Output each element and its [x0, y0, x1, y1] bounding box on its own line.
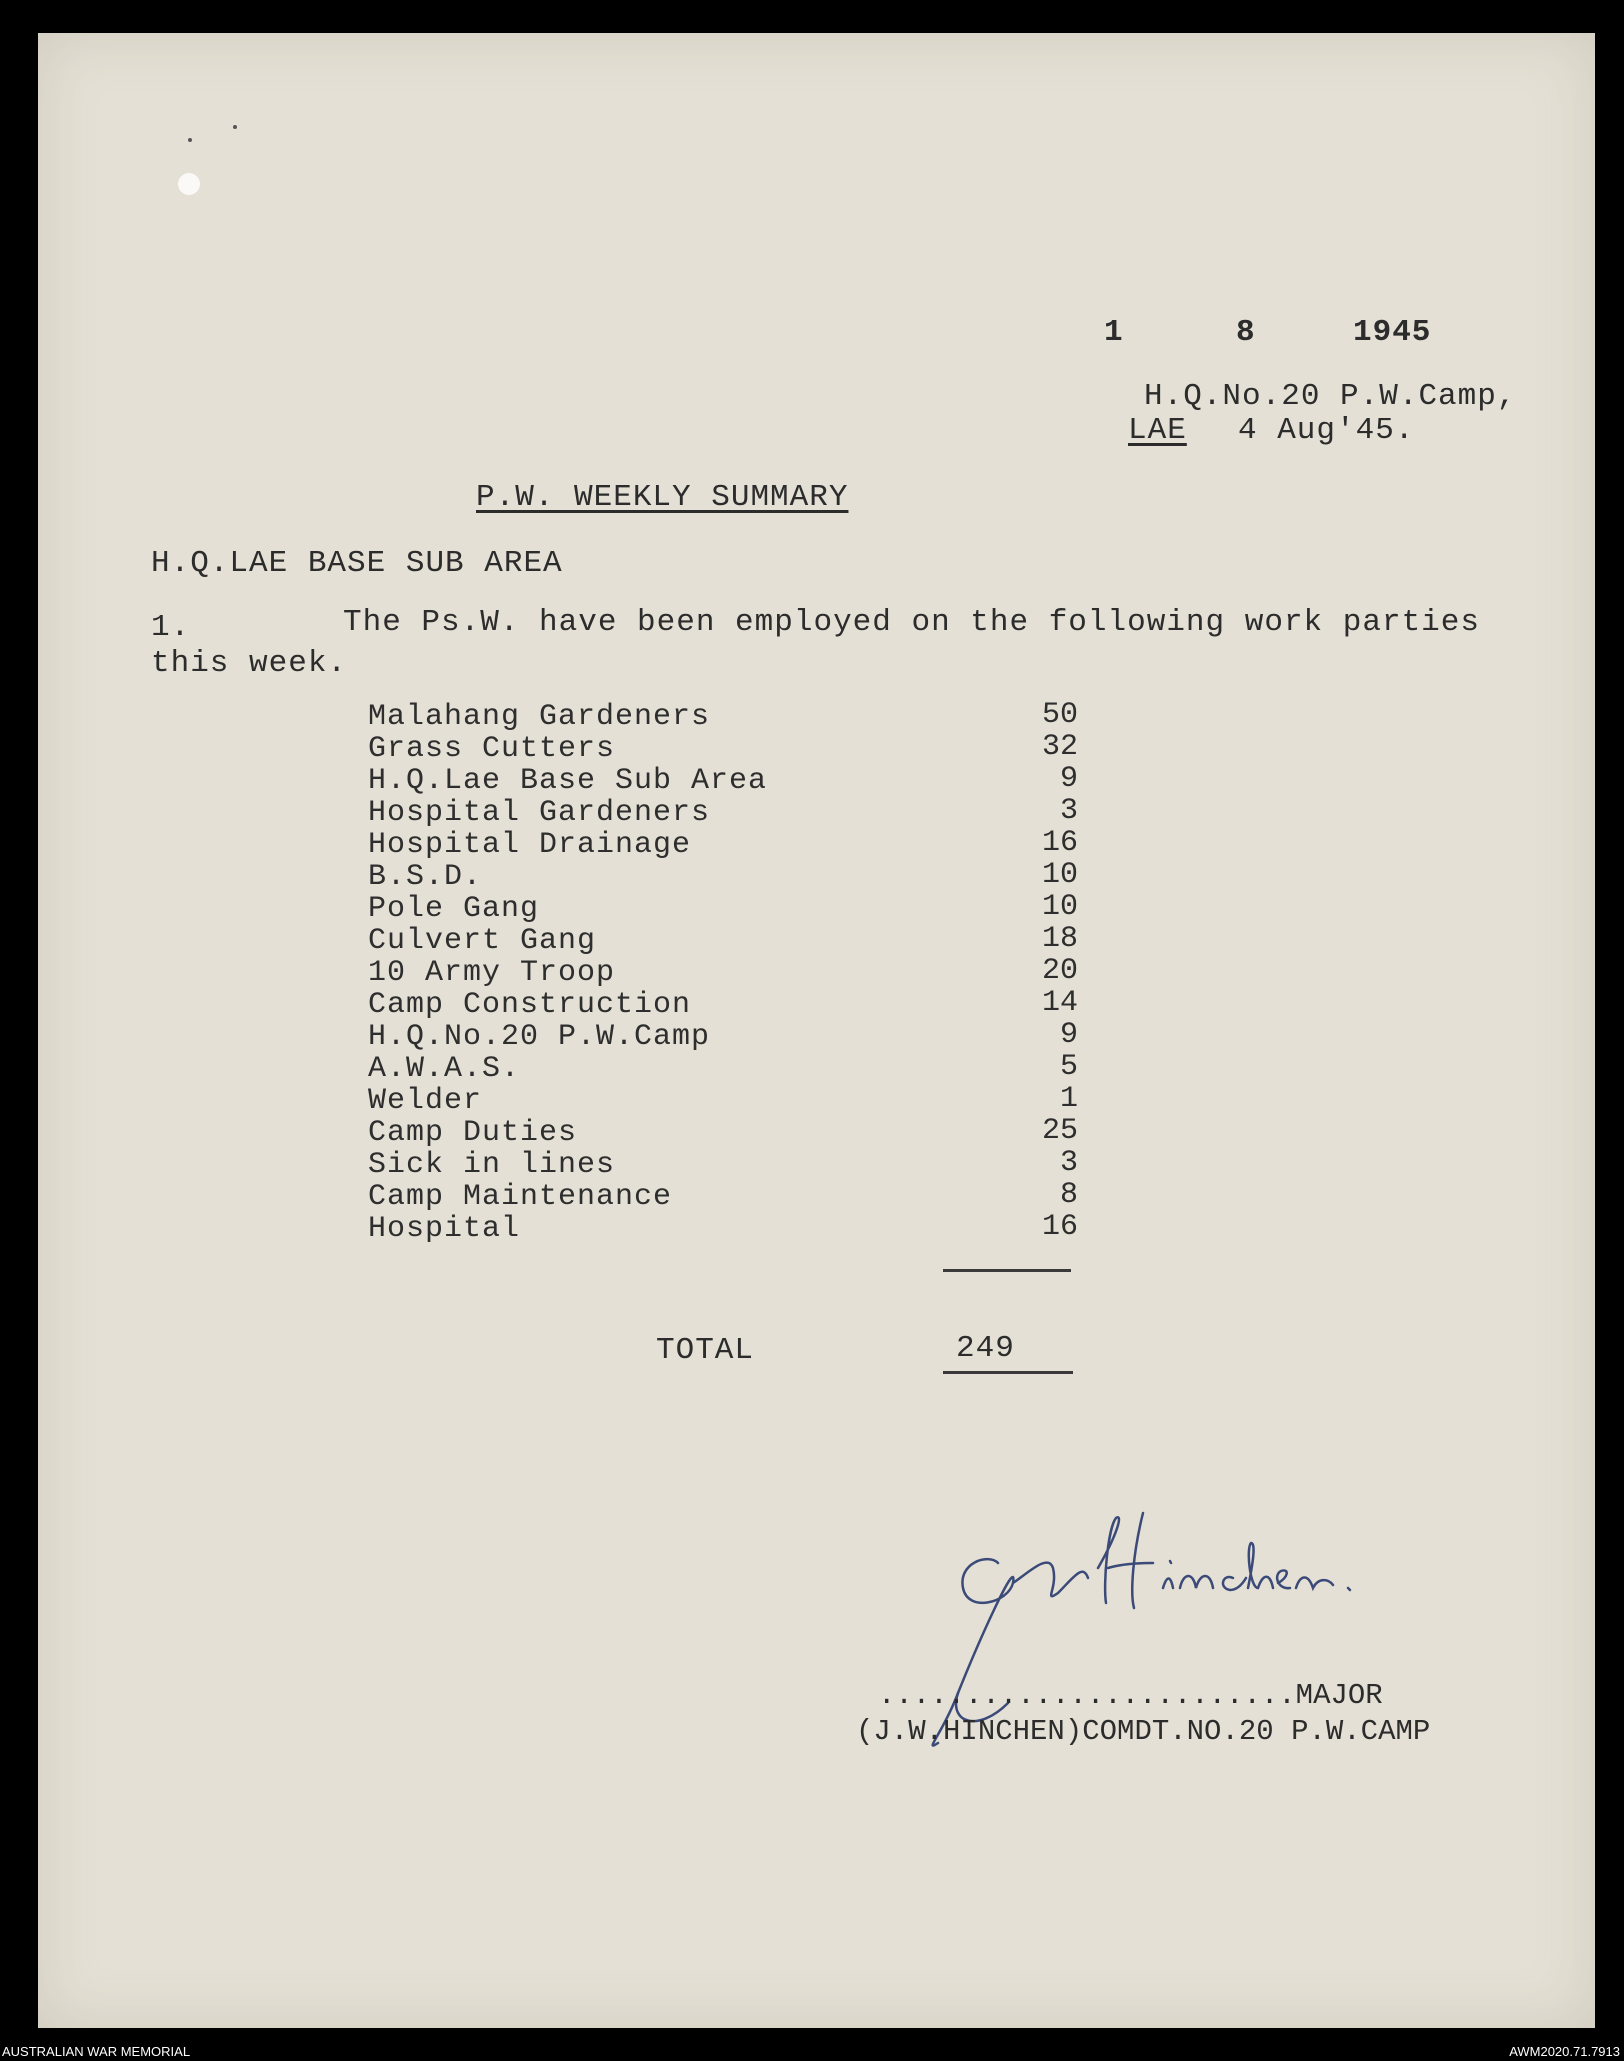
list-item-count: 14: [1041, 986, 1078, 1020]
list-item-label: 10 Army Troop: [368, 956, 616, 990]
header-date: 4 Aug'45.: [1238, 413, 1415, 448]
punch-hole-mark: [178, 173, 200, 195]
document-paper: [38, 33, 1595, 2028]
list-item-count: 9: [1059, 1018, 1078, 1052]
list-item-count: 16: [1041, 826, 1078, 860]
document-title: P.W. WEEKLY SUMMARY: [476, 480, 849, 515]
list-item-count: 32: [1041, 730, 1078, 764]
list-item-count: 5: [1059, 1050, 1078, 1084]
punch-dot-mark: [188, 138, 192, 142]
paragraph-line-1: The Ps.W. have been employed on the following work parties: [343, 605, 1480, 640]
addressee: H.Q.LAE BASE SUB AREA: [151, 546, 563, 581]
total-label: TOTAL: [656, 1333, 755, 1368]
header-place: LAE: [1128, 413, 1187, 448]
list-item-label: Malahang Gardeners: [368, 700, 711, 734]
list-item-count: 18: [1041, 922, 1078, 956]
list-item-label: Welder: [368, 1084, 483, 1118]
list-item-label: Culvert Gang: [368, 924, 597, 958]
sum-rule: [943, 1269, 1071, 1272]
stamp-year: 1945: [1353, 315, 1432, 350]
list-item-label: H.Q.No.20 P.W.Camp: [368, 1020, 711, 1054]
list-item-count: 50: [1041, 698, 1078, 732]
list-item-count: 3: [1059, 1146, 1078, 1180]
stamp-month: 8: [1236, 315, 1256, 350]
list-item-label: Hospital Drainage: [368, 828, 692, 862]
list-item-count: 1: [1059, 1082, 1078, 1116]
list-item-label: A.W.A.S.: [368, 1052, 521, 1086]
list-item-label: Grass Cutters: [368, 732, 616, 766]
signature-rank-line: ........................MAJOR: [878, 1679, 1383, 1712]
list-item-count: 20: [1041, 954, 1078, 988]
list-item-count: 8: [1059, 1178, 1078, 1212]
list-item-label: H.Q.Lae Base Sub Area: [368, 764, 768, 798]
paragraph-number: 1.: [151, 610, 191, 645]
list-item-count: 3: [1059, 794, 1078, 828]
signature-name-line: (J.W.HINCHEN)COMDT.NO.20 P.W.CAMP: [856, 1715, 1431, 1748]
list-item-label: Hospital: [368, 1212, 521, 1246]
list-item-label: Camp Duties: [368, 1116, 578, 1150]
footer-source-label: AUSTRALIAN WAR MEMORIAL: [2, 2044, 191, 2059]
total-value: 249: [956, 1331, 1015, 1366]
header-unit: H.Q.No.20 P.W.Camp,: [1144, 379, 1517, 414]
list-item-label: Pole Gang: [368, 892, 540, 926]
list-item-count: 10: [1041, 858, 1078, 892]
punch-dot-mark: [233, 125, 237, 129]
list-item-count: 16: [1041, 1210, 1078, 1244]
list-item-label: Camp Construction: [368, 988, 692, 1022]
list-item-count: 25: [1041, 1114, 1078, 1148]
list-item-label: B.S.D.: [368, 860, 483, 894]
list-item-label: Hospital Gardeners: [368, 796, 711, 830]
list-item-label: Sick in lines: [368, 1148, 616, 1182]
list-item-label: Camp Maintenance: [368, 1180, 673, 1214]
list-item-count: 10: [1041, 890, 1078, 924]
footer-catalogue-id: AWM2020.71.7913: [1509, 2044, 1620, 2059]
paragraph-line-2: this week.: [151, 646, 348, 681]
list-item-count: 9: [1059, 762, 1078, 796]
stamp-day: 1: [1104, 315, 1124, 350]
total-underline: [943, 1371, 1073, 1374]
